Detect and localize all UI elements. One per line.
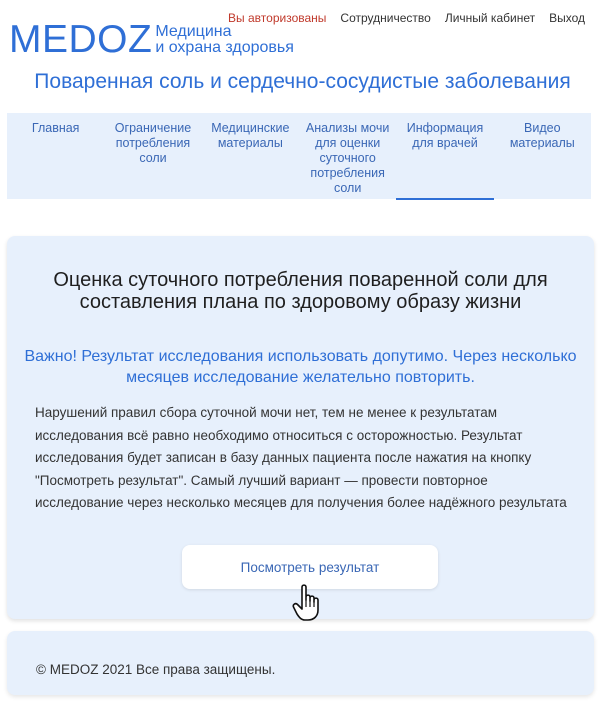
logo-tagline-line2: и охрана здоровья — [155, 39, 294, 56]
auth-status: Вы авторизованы — [228, 11, 327, 25]
logo-tagline-line1: Медицина — [155, 23, 232, 40]
nav-item-urine-tests[interactable]: Анализы мочи для оценки суточного потребления соли — [305, 121, 390, 195]
site-title: Поваренная соль и сердечно-сосудистые заболевания — [34, 70, 571, 93]
link-personal-account[interactable]: Личный кабинет — [444, 11, 536, 25]
logo-wordmark: MEDOZ — [9, 18, 153, 61]
nav-item-video-materials[interactable]: Видео материалы — [509, 121, 575, 150]
link-logout[interactable]: Выход — [549, 11, 585, 25]
result-card — [7, 236, 594, 619]
nav-item-home[interactable]: Главная — [31, 121, 80, 135]
main-nav — [7, 113, 591, 199]
nav-item-salt-restriction[interactable]: Ограничение потребления соли — [114, 121, 192, 165]
card-important-note: Важно! Результат исследования использовать допутимо. Через несколько месяцев исследование желательно повторить. — [24, 348, 577, 386]
logo-tagline — [155, 24, 294, 56]
card-body-text: Нарушений правил сбора суточной мочи нет, тем не менее к результатам исследования всё равно необходимо относиться с осторожностью. Результат исследования будет записан в базу данных пациента после нажатия на кнопку "Посмотреть результат". Самый лучший вариант — провести повторное исследование через несколько месяцев для получения более надёжного результата — [35, 405, 567, 510]
card-title: Оценка суточного потребления поваренной соли для составления плана по здоровому образу жизни — [53, 269, 548, 313]
nav-item-doctors-info[interactable]: Информация для врачей — [396, 113, 493, 199]
hand-pointer-icon — [292, 583, 328, 623]
site-logo[interactable] — [9, 20, 294, 60]
footer — [7, 631, 594, 695]
view-result-button[interactable]: Посмотреть результат — [182, 545, 438, 589]
footer-copyright: © MEDOZ 2021 Все права защищены. — [36, 662, 276, 677]
link-cooperation[interactable]: Сотрудничество — [340, 11, 431, 25]
nav-item-medical-materials[interactable]: Медицинские материалы — [211, 121, 290, 150]
